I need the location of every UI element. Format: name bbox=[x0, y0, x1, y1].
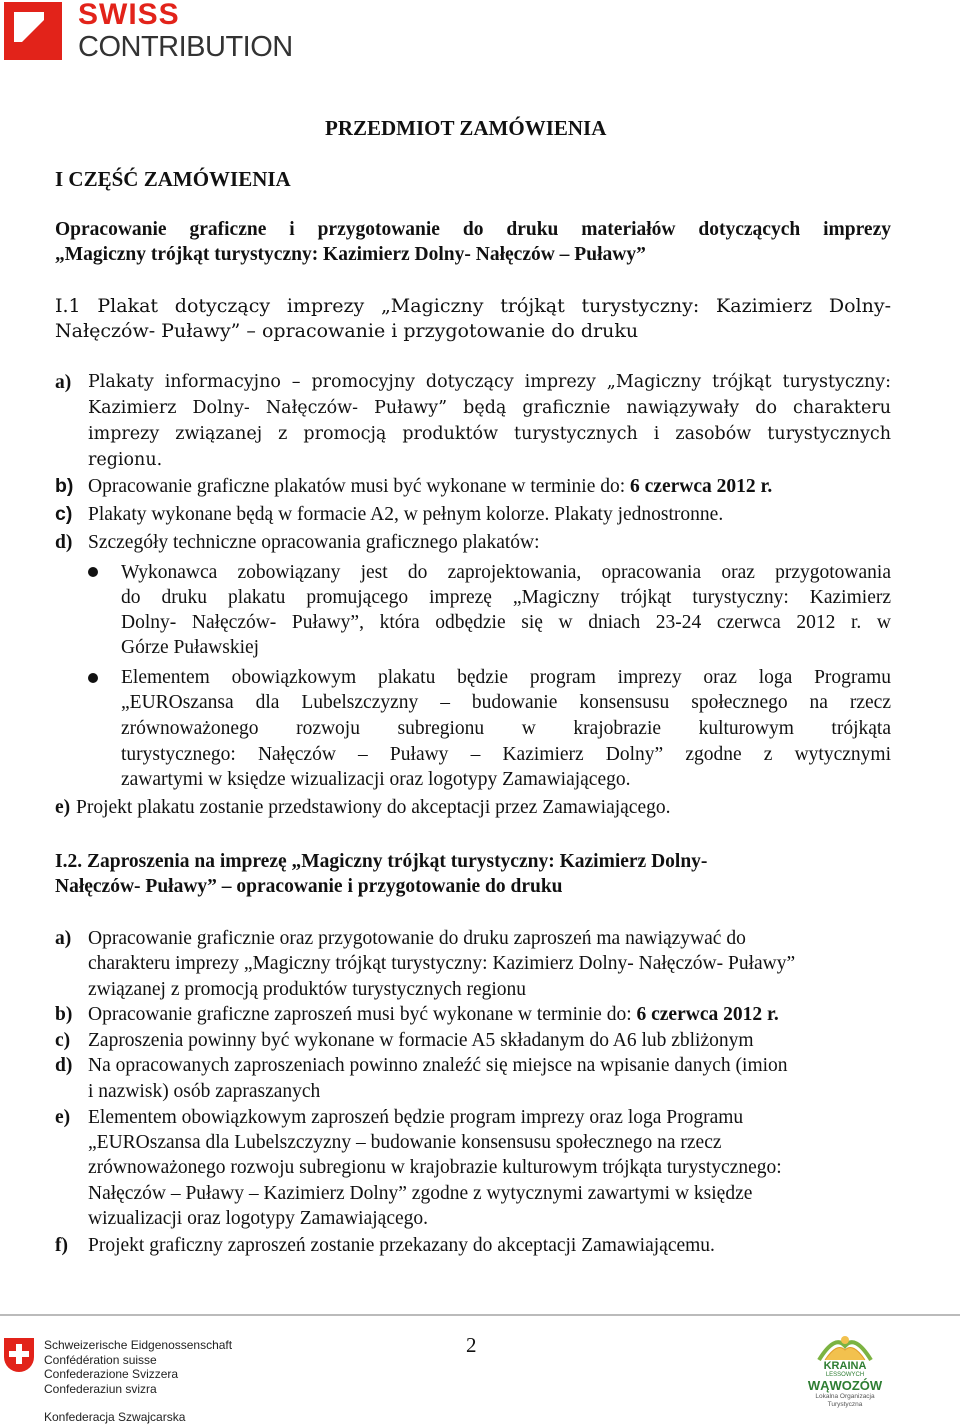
s1-c-line: Plakaty wykonane będą w formacie A2, w pełnym kolorze. Plakaty jednostronne. bbox=[88, 504, 724, 525]
s1-b-line bbox=[88, 474, 891, 499]
fed-line-1: Schweizerische Eidgenossenschaft bbox=[44, 1338, 233, 1352]
s1-a-label: a) bbox=[55, 372, 72, 393]
s2-b-label: b) bbox=[55, 1004, 73, 1025]
s2-c-line: Zaproszenia powinny być wykonane w formacie A5 składanym do A6 lub zbliżonym bbox=[88, 1030, 754, 1051]
bullet-icon bbox=[88, 673, 98, 683]
s2-heading-1: I.2. Zaproszenia na imprezę „Magiczny trójkąt turystyczny: Kazimierz Dolny- bbox=[55, 851, 708, 872]
s1-bullet2-line-5: zawartymi w księdze wizualizacji oraz logotypy Zamawiającego. bbox=[121, 769, 631, 790]
intro-line-2: „Magiczny trójkąt turystyczny: Kazimierz Dolny- Nałęczów – Puławy” bbox=[55, 244, 646, 265]
s1-b-text: Opracowanie graficzne plakatów musi być wykonane w terminie do: bbox=[88, 476, 631, 497]
swiss-confederation-logo bbox=[4, 1338, 232, 1396]
s1-b-deadline: 6 czerwca 2012 r. bbox=[630, 476, 773, 497]
s1-b-label: b) bbox=[55, 475, 74, 497]
s1-a-line-2: Kazimierz Dolny- Nałęczów- Puławy” będą graficznie nawiązywały do charakteru bbox=[88, 398, 891, 418]
kraina-text-2: LESSOWYCH bbox=[825, 1372, 865, 1378]
s2-d-line-2: i nazwisk) osób zapraszanych bbox=[88, 1081, 321, 1102]
s2-b-deadline: 6 czerwca 2012 r. bbox=[636, 1004, 779, 1025]
ravine-icon bbox=[815, 1332, 875, 1362]
fed-line-2: Confédération suisse bbox=[44, 1352, 157, 1367]
footer-divider bbox=[0, 1314, 960, 1316]
s2-e-line-4: Nałęczów – Puławy – Kazimierz Dolny” zgodne z wytycznymi zawartymi w księdze bbox=[88, 1183, 753, 1204]
s2-f-label: f) bbox=[55, 1235, 68, 1256]
kraina-text-3: WĄWOZÓW bbox=[807, 1378, 883, 1393]
s1-a-line-3: imprezy związanej z promocją produktów turystycznych i zasobów turystycznych bbox=[88, 424, 891, 444]
s1-bullet1-line-1: Wykonawca zobowiązany jest do zaprojektowania, opracowania oraz przygotowania bbox=[121, 562, 891, 583]
s2-b-text: Opracowanie graficzne zaproszeń musi być wykonane w terminie do: bbox=[88, 1004, 637, 1025]
s2-f-line: Projekt graficzny zaproszeń zostanie przekazany do akceptacji Zamawiającemu. bbox=[88, 1235, 715, 1256]
bullet-icon bbox=[88, 567, 98, 577]
kraina-lessowych-wawozow-logo bbox=[800, 1332, 890, 1420]
fed-polish-name: Konfederacja Szwajcarska bbox=[44, 1410, 186, 1424]
s1-bullet2-line-2: „EUROszansa dla Lubelszczyzny – budowanie konsensusu społecznego na rzecz bbox=[121, 692, 891, 713]
s2-e-label: e) bbox=[55, 1107, 71, 1128]
s1-bullet2-line-1: Elementem obowiązkowym plakatu będzie program imprezy oraz loga Programu bbox=[121, 667, 891, 688]
s2-d-line-1: Na opracowanych zaproszeniach powinno znaleźć się miejsce na wpisanie danych (imion bbox=[88, 1055, 788, 1076]
logo-swiss-text: SWISS bbox=[78, 0, 180, 31]
s1-a-line-1: Plakaty informacyjno – promocyjny dotyczący imprezy „Magiczny trójkąt turystyczny: bbox=[88, 372, 891, 392]
s2-e-line-3: zrównoważonego rozwoju subregionu w krajobrazie kulturowym trójkąta turystycznego: bbox=[88, 1157, 782, 1178]
s1-e-line: Projekt plakatu zostanie przedstawiony do akceptacji przez Zamawiającego. bbox=[76, 797, 671, 818]
s1-heading-1: I.1 Plakat dotyczący imprezy „Magiczny trójkąt turystyczny: Kazimierz Dolny- bbox=[55, 295, 891, 317]
s2-a-line-2: charakteru imprezy „Magiczny trójkąt turystyczny: Kazimierz Dolny- Nałęczów- Puławy” bbox=[88, 953, 796, 974]
s1-d-line: Szczegóły techniczne opracowania graficznego plakatów: bbox=[88, 532, 540, 553]
swiss-cross-icon bbox=[4, 1338, 34, 1372]
s2-c-label: c) bbox=[55, 1030, 71, 1051]
s1-e-label: e) bbox=[55, 797, 71, 818]
kraina-text-1: KRAINA bbox=[823, 1360, 867, 1372]
s2-a-line-1: Opracowanie graficznie oraz przygotowanie do druku zaproszeń ma nawiązywać do bbox=[88, 928, 746, 949]
logo-contribution-text: CONTRIBUTION bbox=[78, 31, 293, 63]
s1-c-label: c) bbox=[55, 503, 73, 525]
fed-line-3: Confederazione Svizzera bbox=[44, 1367, 179, 1381]
s1-bullet1-line-2: do druku plakatu promującego imprezę „Magiczny trójkąt turystyczny: Kazimierz bbox=[121, 587, 891, 608]
s2-e-line-2: „EUROszansa dla Lubelszczyzny – budowanie konsensusu społecznego na rzecz bbox=[88, 1132, 722, 1153]
s2-heading-2: Nałęczów- Puławy” – opracowanie i przygotowanie do druku bbox=[55, 876, 563, 897]
swiss-logo-icon bbox=[4, 2, 62, 60]
s2-a-line-3: związanej z promocją produktów turystycznych regionu bbox=[88, 979, 527, 1000]
page-number: 2 bbox=[466, 1333, 477, 1357]
s2-e-line-1: Elementem obowiązkowym zaproszeń będzie program imprezy oraz loga Programu bbox=[88, 1107, 744, 1128]
s2-e-line-5: wizualizacji oraz logotypy Zamawiającego. bbox=[88, 1208, 429, 1229]
s1-bullet2-line-3: zrównoważonego rozwoju subregionu w krajobrazie kulturowym trójkąta bbox=[121, 718, 891, 739]
s2-d-label: d) bbox=[55, 1055, 73, 1076]
s1-bullet1-line-3: Dolny- Nałęczów- Puławy”, która odbędzie się w dniach 23-24 czerwca 2012 r. w bbox=[121, 612, 891, 633]
s1-a-line-4: regionu. bbox=[88, 450, 163, 470]
s1-d-label: d) bbox=[55, 532, 73, 553]
intro-line-1: Opracowanie graficzne i przygotowanie do druku materiałów dotyczących imprezy bbox=[55, 219, 891, 240]
s2-b-line bbox=[88, 1002, 891, 1027]
fed-line-4: Confederaziun svizra bbox=[44, 1381, 157, 1396]
document-title: PRZEDMIOT ZAMÓWIENIA bbox=[325, 116, 607, 140]
s1-bullet2-line-4: turystycznego: Nałęczów – Puławy – Kazimierz Dolny” zgodne z wytycznymi bbox=[121, 744, 891, 765]
swiss-contribution-logo bbox=[4, 2, 293, 62]
kraina-text-4: Lokalna Organizacja Turystyczna bbox=[815, 1393, 875, 1408]
s1-heading-2: Nałęczów- Puławy” – opracowanie i przygotowanie do druku bbox=[55, 320, 639, 342]
part-title: I CZĘŚĆ ZAMÓWIENIA bbox=[55, 167, 291, 191]
s1-bullet1-line-4: Górze Puławskiej bbox=[121, 637, 260, 658]
s2-a-label: a) bbox=[55, 928, 72, 949]
